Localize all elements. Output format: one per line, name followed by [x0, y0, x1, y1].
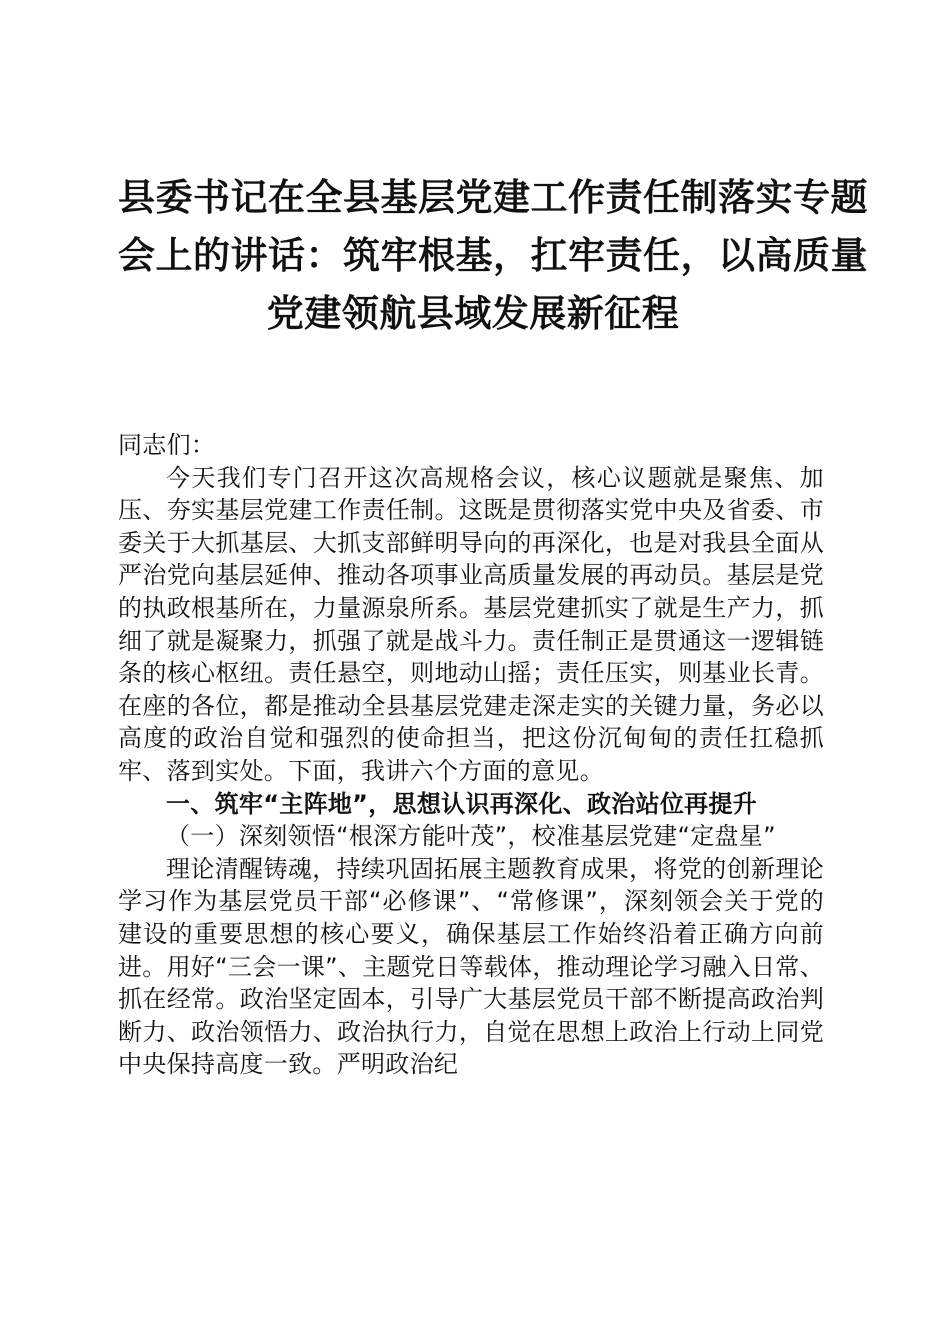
subsection-heading-1: （一）深刻领悟“根深方能叶茂”，校准基层党建“定盘星” [166, 822, 776, 851]
document-title [118, 168, 868, 342]
title-line-2: 会上的讲话：筑牢根基，扛牢责任，以高质量 [118, 233, 868, 277]
subsection-paragraph-1: 理论清醒铸魂，持续巩固拓展主题教育成果，将党的创新理论学习作为基层党员干部“必修课”、“常修课”，深刻领会关于党的建设的重要思想的核心要义，确保基层工作始终沿着正确方向前进。用好“三会一课”、主题党日等载体，推动理论学习融入日常、抓在经常。政治坚定固本，引导广大基层党员干部不断提高政治判断力、政治领悟力、政治执行力，自觉在思想上政治上行动上同党中央保持高度一致。严明政治纪 [118, 854, 824, 1079]
intro-paragraph: 今天我们专门召开这次高规格会议，核心议题就是聚焦、加压、夯实基层党建工作责任制。这既是贯彻落实党中央及省委、市委关于大抓基层、大抓支部鲜明导向的再深化，也是对我县全面从严治党向基层延伸、推动各项事业高质量发展的再动员。基层是党的执政根基所在，力量源泉所系。基层党建抓实了就是生产力，抓细了就是凝聚力，抓强了就是战斗力。责任制正是贯通这一逻辑链条的核心枢纽。责任悬空，则地动山摇；责任压实，则基业长青。在座的各位，都是推动全县基层党建走深走实的关键力量，务必以高度的政治自觉和强烈的使命担当，把这份沉甸甸的责任扛稳抓牢、落到实处。下面，我讲六个方面的意见。 [118, 463, 824, 785]
title-line-1: 县委书记在全县基层党建工作责任制落实专题 [118, 175, 868, 219]
salutation: 同志们： [118, 431, 216, 459]
document-body [118, 429, 824, 1081]
section-heading-1: 一、筑牢“主阵地”，思想认识再深化、政治站位再提升 [166, 789, 758, 818]
title-line-3: 党建领航县域发展新征程 [266, 291, 680, 335]
